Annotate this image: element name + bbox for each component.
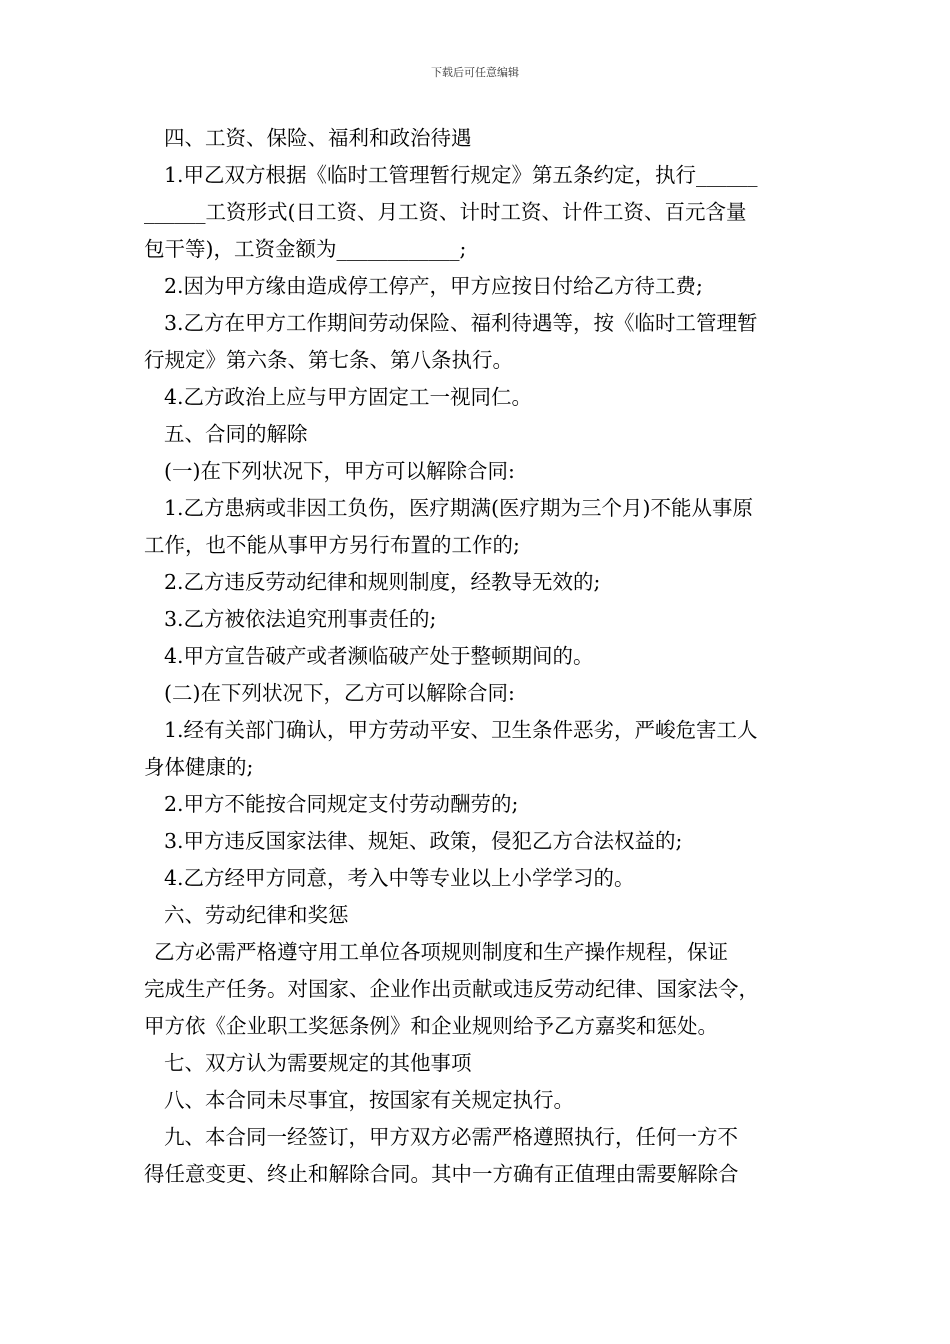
document-body xyxy=(144,120,814,1193)
text-line: 四、工资、保险、福利和政治待遇 xyxy=(164,126,472,150)
text-line: 九、本合同一经签订，甲方双方必需严格遵照执行，任何一方不 xyxy=(164,1125,738,1149)
text-line: 行规定》第六条、第七条、第八条执行。 xyxy=(144,348,513,372)
text-line: 完成生产任务。对国家、企业作出贡献或违反劳动纪律、国家法令， xyxy=(144,977,759,1001)
text-line: 1.甲乙双方根据《临时工管理暂行规定》第五条约定，执行______ xyxy=(164,163,758,187)
text-line: 工作，也不能从事甲方另行布置的工作的; xyxy=(144,533,520,557)
page-header: 下载后可任意编辑 xyxy=(431,66,519,79)
text-line: (一)在下列状况下，甲方可以解除合同: xyxy=(164,459,515,483)
text-line: 4.甲方宣告破产或者濒临破产处于整顿期间的。 xyxy=(164,644,594,668)
text-line: (二)在下列状况下，乙方可以解除合同: xyxy=(164,681,515,705)
text-line: 3.乙方在甲方工作期间劳动保险、福利待遇等，按《临时工管理暂 xyxy=(164,311,758,335)
text-line: 五、合同的解除 xyxy=(164,422,308,446)
text-line: 3.甲方违反国家法律、规矩、政策，侵犯乙方合法权益的; xyxy=(164,829,683,853)
text-line: 3.乙方被依法追究刑事责任的; xyxy=(164,607,437,631)
text-line: 1.乙方患病或非因工负伤，医疗期满(医疗期为三个月)不能从事原 xyxy=(164,496,754,520)
text-line: 甲方依《企业职工奖惩条例》和企业规则给予乙方嘉奖和惩处。 xyxy=(144,1014,718,1038)
text-line: ______工资形式(日工资、月工资、计时工资、计件工资、百元含量 xyxy=(144,200,747,224)
text-line: 1.经有关部门确认，甲方劳动平安、卫生条件恶劣，严峻危害工人 xyxy=(164,718,758,742)
text-line: 2.甲方不能按合同规定支付劳动酬劳的; xyxy=(164,792,519,816)
text-line: 八、本合同未尽事宜，按国家有关规定执行。 xyxy=(164,1088,574,1112)
text-line: 4.乙方政治上应与甲方固定工一视同仁。 xyxy=(164,385,533,409)
text-line: 身体健康的; xyxy=(144,755,254,779)
text-line: 2.乙方违反劳动纪律和规则制度，经教导无效的; xyxy=(164,570,601,594)
text-line: 2.因为甲方缘由造成停工停产，甲方应按日付给乙方待工费; xyxy=(164,274,703,298)
text-line: 乙方必需严格遵守用工单位各项规则制度和生产操作规程，保证 xyxy=(154,940,728,964)
text-line: 得任意变更、终止和解除合同。其中一方确有正值理由需要解除合 xyxy=(144,1162,739,1186)
text-line: 七、双方认为需要规定的其他事项 xyxy=(164,1051,472,1075)
text-line: 包干等)，工资金额为____________; xyxy=(144,237,467,261)
text-line: 4.乙方经甲方同意，考入中等专业以上小学学习的。 xyxy=(164,866,635,890)
text-line: 六、劳动纪律和奖惩 xyxy=(164,903,349,927)
